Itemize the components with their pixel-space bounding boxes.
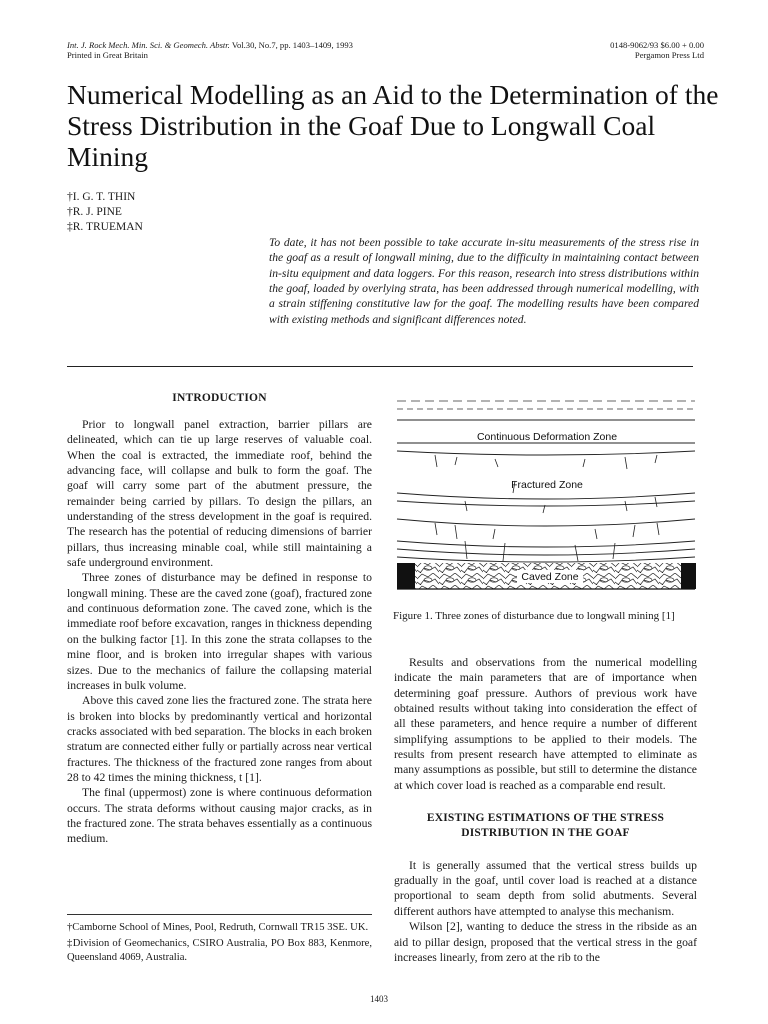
author-2: †R. J. PINE xyxy=(67,206,122,218)
publisher: Pergamon Press Ltd xyxy=(634,50,704,60)
crack-marks xyxy=(435,455,657,469)
intro-paragraph: Three zones of disturbance may be defined in response to longwall mining. These are the caved zone (goaf), fractured zone and continuous deformation zone. The caved zone, which is the immediate roof before excavation, ranges in thickness depending on the bulking factor [1]. In this zone the strata collapses to the mine floor, and is broken into irregular shapes with various sizes. Due to the mechanics of failure the collapsing material increases in bulk volume. xyxy=(67,571,372,692)
left-abutment xyxy=(397,563,415,589)
introduction-heading: INTRODUCTION xyxy=(172,392,267,404)
strata-line xyxy=(397,493,695,499)
body-paragraph: Wilson [2], wanting to deduce the stress in the ribside as an aid to pillar design, proposed that the vertical stress in the goaf increases linearly, from zero at the rib to the xyxy=(394,920,697,964)
intro-paragraph: Prior to longwall panel extraction, barrier pillars are delineated, which can tie up large reserves of valuable coal. When the coal is extracted, the immediate roof, behind the advancing face, will collapse and bulk to form the goaf. The goaf will carry some part of the abutment pressure, the remainder being carried by pillars. To design the pillars, an understanding of the stress development in the goaf is required. The research has the potential of reducing dimensions of barrier pillars, thus increasing minable coal, while still maintaining a safe underground environment. xyxy=(67,418,372,570)
strata-line xyxy=(397,519,695,526)
figure-caption: Figure 1. Three zones of disturbance due to longwall mining [1] xyxy=(393,610,675,622)
price-code: 0148-9062/93 $6.00 + 0.00 xyxy=(610,40,704,50)
intro-paragraph: Above this caved zone lies the fractured zone. The strata here is broken into blocks by predominantly vertical and horizontal cracks associated with bed separation. The blocks in each broken stratum are connected either fully or partially across near vertical fractures. The thickness of the fractured zone ranges from about 28 to 42 times the mining thickness, t [1]. xyxy=(67,694,372,784)
figure-zones-diagram xyxy=(395,393,698,598)
crack-marks xyxy=(435,523,659,539)
journal-volume: Vol.30, No.7, pp. 1403–1409, 1993 xyxy=(231,40,353,50)
paper-title: Numerical Modelling as an Aid to the Determination of the Stress Distribution in the Goaf Due to Longwall Coal Mining xyxy=(67,79,719,172)
strata-line xyxy=(397,501,695,506)
fractured-zone-label: Fractured Zone xyxy=(511,479,583,491)
introduction-body xyxy=(67,417,372,847)
body-paragraph: It is generally assumed that the vertical stress builds up gradually in the goaf, until cover load is reached at a distance proportional to seam depth from solid abutments. Several different authors have attempted to analyse this mechanism. xyxy=(394,858,697,918)
right-column-body xyxy=(394,655,697,965)
strata-line xyxy=(397,557,695,562)
author-3: ‡R. TRUEMAN xyxy=(67,221,143,233)
caved-zone-label: Caved Zone xyxy=(521,571,579,583)
existing-estimations-heading: EXISTING ESTIMATIONS OF THE STRESS DISTRIBUTION IN THE GOAF xyxy=(426,812,665,840)
intro-paragraph: The final (uppermost) zone is where continuous deformation occurs. The strata deforms without causing major cracks, as in the fractured zone. The strata behaves essentially as a continuous medium. xyxy=(67,786,372,846)
footnote-divider xyxy=(67,914,372,915)
footnote-2: ‡Division of Geomechanics, CSIRO Australia, PO Box 883, Kenmore, Queensland 4069, Australia. xyxy=(67,938,372,963)
page-number: 1403 xyxy=(370,994,388,1004)
footnotes xyxy=(67,921,372,967)
journal-citation xyxy=(67,40,353,50)
footnote-1: †Camborne School of Mines, Pool, Redruth, Cornwall TR15 3SE. UK. xyxy=(67,922,369,933)
strata-line xyxy=(397,451,695,455)
strata-line xyxy=(397,549,695,555)
author-1: †I. G. T. THIN xyxy=(67,191,136,203)
crack-marks xyxy=(465,541,615,561)
section-divider xyxy=(67,366,693,367)
body-paragraph: Results and observations from the numerical modelling indicate the main parameters that are of importance when determining goaf pressure. Authors of previous work have obtained results without taking into consideration the effect of all these parameters, and hence require a number of different simplifying assumptions to be applied to their models. The results from present research have attempted to eliminate as many assumptions as possible, but still to determine the distance at which cover load is reached as a comparable end result. xyxy=(394,656,697,792)
journal-name: Int. J. Rock Mech. Min. Sci. & Geomech. Abstr. xyxy=(67,40,230,50)
strata-line xyxy=(397,541,695,547)
printed-in: Printed in Great Britain xyxy=(67,50,148,60)
author-list xyxy=(67,190,143,235)
right-abutment xyxy=(681,563,696,589)
abstract: To date, it has not been possible to take accurate in-situ measurements of the stress rise in the goaf as a result of longwall mining, due to the difficulty in maintaining contact between in-situ equipment and data loggers. For this reason, research into stress distributions within the goaf, loaded by overlying strata, has been addressed through numerical modelling, with a strain stiffening constitutive law for the goaf. The modelling results have been compared with existing methods and significant differences noted. xyxy=(269,236,699,326)
continuous-deformation-zone-label: Continuous Deformation Zone xyxy=(476,431,618,443)
